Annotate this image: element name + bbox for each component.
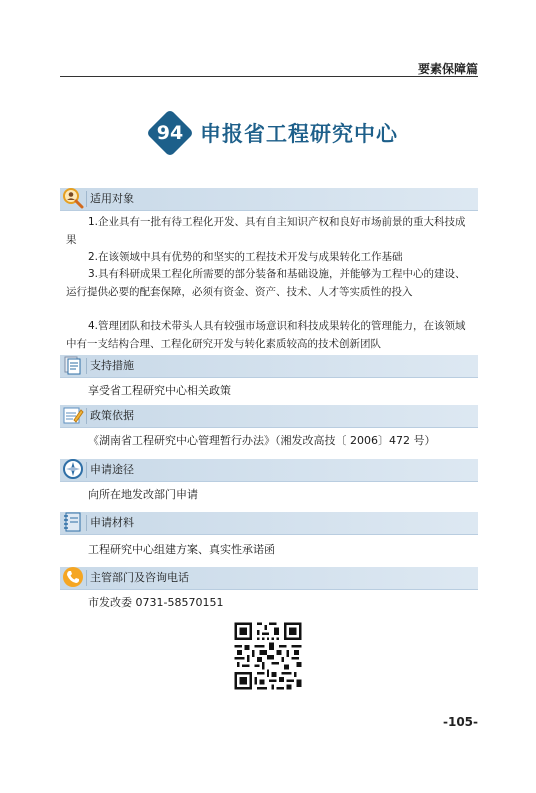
list-item: 3.具有科研成果工程化所需要的部分装备和基础设施，并能够为工程中心的建设、运行提供必要的配套保障，必须有资金、资产、技术、人才等实质性的投入 [66,268,466,298]
section-content: 工程研究中心组建方案、真实性承诺函 [88,543,275,556]
section-content: 向所在地发改部门申请 [88,488,198,501]
header-rule [60,76,478,77]
notebook-icon [62,509,84,535]
running-head: 要素保障篇 [417,62,478,76]
section-content: 市发改委 0731-58570151 [88,596,224,609]
section-header-applicable [60,188,478,211]
compass-icon [62,456,84,482]
section-label: 申请途径 [90,463,134,476]
list-item: 2.在该领域中具有优势的和坚实的工程技术开发与成果转化工作基础 [88,251,403,263]
section-label: 申请材料 [90,516,134,529]
page-title [148,108,398,158]
section-content: 《湖南省工程研究中心管理暂行办法》（湘发改高技〔 2006〕472 号） [88,434,436,447]
section-header-materials [60,512,478,535]
page-number: -105- [442,715,478,729]
section-header-basis [60,405,478,428]
phone-icon [62,564,84,590]
title-number-badge [148,111,192,155]
section-content: 享受省工程研究中心相关政策 [88,384,231,397]
title-number: 94 [156,122,184,144]
qr-code [232,620,304,692]
section-header-channel [60,459,478,482]
section-header-contact [60,567,478,590]
section-label: 适用对象 [90,192,134,205]
document-stack-icon [62,352,84,378]
section-label: 主管部门及咨询电话 [90,571,189,584]
title-text: 申报省工程研究中心 [200,122,398,146]
section-label: 支持措施 [90,359,134,372]
magnifier-person-icon [62,185,84,211]
section-header-support [60,355,478,378]
list-item: 4.管理团队和技术带头人具有较强市场意识和科技成果转化的管理能力，在该领域中有一支结构合理、工程化研究开发与转化素质较高的技术创新团队 [66,320,466,350]
notepad-pencil-icon [62,402,84,428]
section-label: 政策依据 [90,409,134,422]
list-item: 1.企业具有一批有待工程化开发、具有自主知识产权和良好市场前景的重大科技成果 [66,216,466,246]
